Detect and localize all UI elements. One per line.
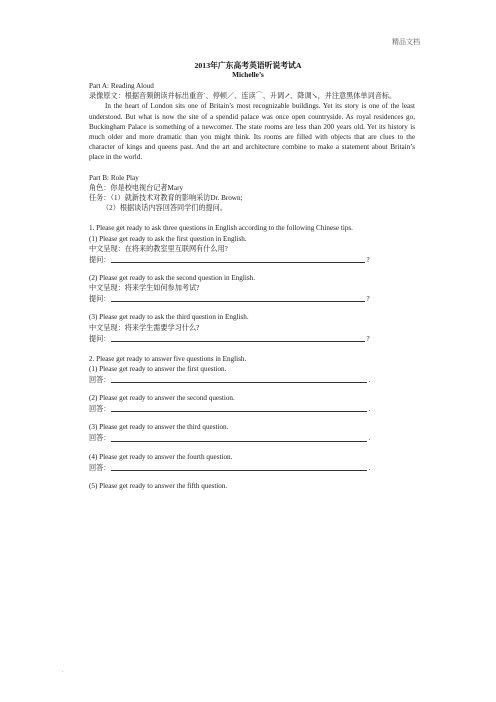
answer-1-label: 回答： (89, 376, 111, 385)
question-2-label: 提问： (89, 295, 111, 304)
answer-2-prompt: (2) Please get ready to answer the second question. (89, 394, 235, 403)
answer-3-prompt: (3) Please get ready to answer the third question. (89, 423, 229, 432)
answer-2-end: . (368, 405, 371, 414)
answer-4-row (89, 462, 415, 473)
question-3-blank[interactable] (111, 333, 365, 342)
question-1-blank[interactable] (111, 254, 365, 263)
section-2-heading: 2. Please get ready to answer five questions in English. (89, 354, 247, 363)
part-b-task-1: 任务：（1）就新技术对教育的影响采访Dr. Brown; (89, 194, 243, 203)
question-2-tip: 中文呈现：将来学生如何参加考试? (89, 284, 200, 293)
question-3-answer-row (89, 333, 415, 344)
answer-1-row (89, 374, 415, 385)
question-2-blank[interactable] (111, 293, 365, 302)
answer-3-end: . (368, 434, 371, 443)
answer-3-blank[interactable] (111, 433, 367, 442)
answer-3-row (89, 433, 415, 444)
question-1-tip: 中文呈现：在将来的教室里互联网有什么用? (89, 244, 228, 253)
question-3-tip: 中文呈现：将来学生需要学习什么? (89, 323, 200, 332)
section-1-heading: 1. Please get ready to ask three questions in English according to the following Chinese tips. (89, 224, 353, 233)
footer-mark: . (62, 668, 64, 674)
answer-4-end: . (368, 463, 371, 472)
answer-2-label: 回答： (89, 405, 111, 414)
answer-1-blank[interactable] (111, 374, 367, 383)
watermark-text: 精品文档 (392, 38, 420, 46)
answer-4-label: 回答： (89, 463, 111, 472)
page-subtitle: Michelle’s (232, 70, 264, 79)
question-2-end: ? (366, 295, 370, 304)
part-a-heading: Part A: Reading Aloud (89, 82, 154, 90)
answer-3-label: 回答： (89, 434, 111, 443)
question-1-prompt: (1) Please get ready to ask the first question in English. (89, 234, 247, 243)
part-b-heading: Part B: Role Play (89, 173, 139, 182)
page-title: 2013年广东高考英语听说考试A (194, 61, 302, 70)
answer-2-row (89, 403, 415, 414)
document-body (89, 81, 415, 491)
answer-4-blank[interactable] (111, 462, 367, 471)
answer-2-blank[interactable] (111, 403, 367, 412)
answer-1-prompt: (1) Please get ready to answer the first question. (89, 365, 227, 374)
answer-1-end: . (368, 376, 371, 385)
answer-5-prompt: (5) Please get ready to answer the fifth question. (89, 481, 228, 490)
part-b-task-2: （2）根据谈话内容回答同学们的提问。 (102, 204, 227, 213)
part-a-instruction: 录像原文：根据音频朗读并标出重音ˊ、停顿／、连读⌒、升调↗、降调↘，并注意黑体单词音标。 (89, 92, 397, 101)
question-1-end: ? (366, 255, 370, 264)
part-b-role: 角色：你是校电视台记者Mary (89, 183, 184, 192)
question-3-label: 提问： (89, 334, 111, 343)
question-1-label: 提问： (89, 255, 111, 264)
question-3-prompt: (3) Please get ready to ask the third question in English. (89, 313, 249, 322)
part-a-reading-passage: In the heart of London sits one of Britain’s most recognizable buildings. Yet its story is one of the least understood. But what is now the site of a spendid palace was once open countryside. As royal residences go, Buckingham Palace is something of a newcomer. The state rooms are less than 200 years old. Yet its history is much older and more dramatic than you might think. Its rooms are filled with objects that are clues to the character of kings and queens past. And the art and architecture combine to make a statement about Britain’s place in the world. (89, 102, 415, 162)
question-3-end: ? (366, 334, 370, 343)
question-2-prompt: (2) Please get ready to ask the second question in English. (89, 274, 255, 283)
question-2-answer-row (89, 293, 415, 304)
question-1-answer-row (89, 254, 415, 265)
answer-4-prompt: (4) Please get ready to answer the fourth question. (89, 452, 233, 461)
